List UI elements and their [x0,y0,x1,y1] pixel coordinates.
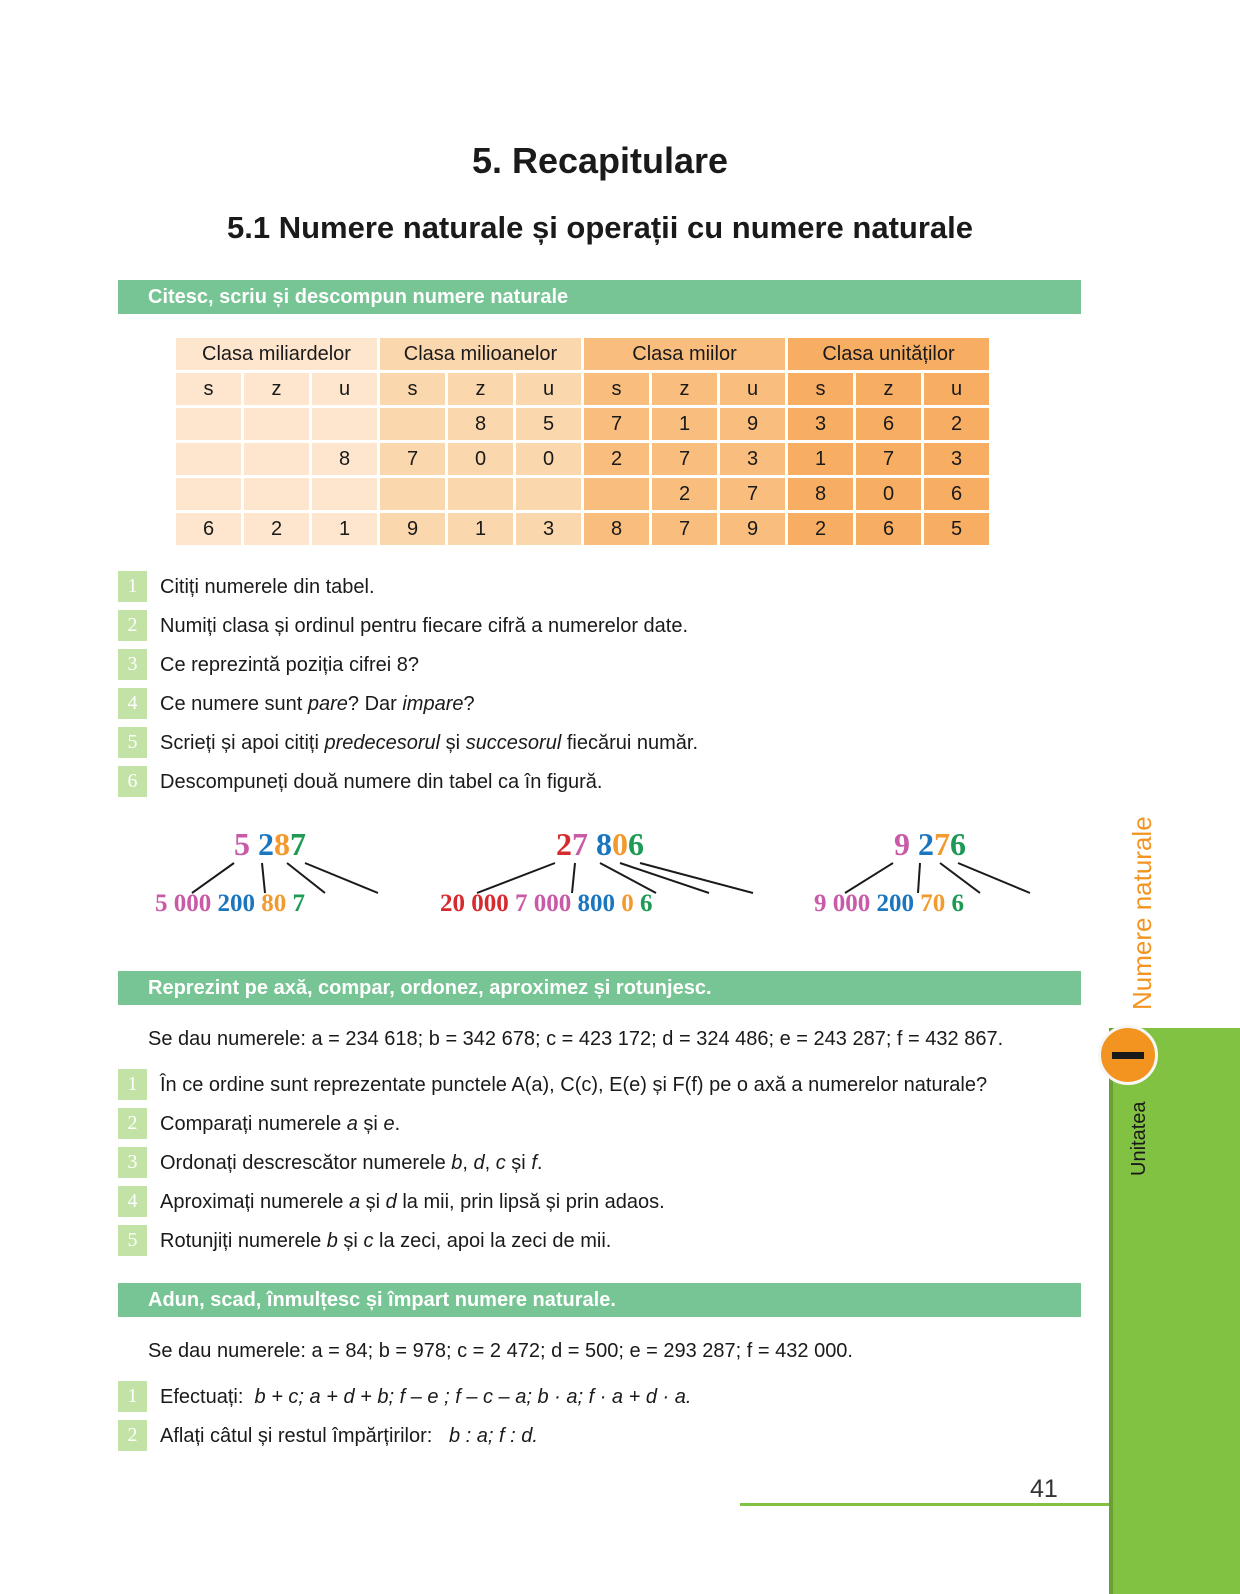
section-header-axis: Reprezint pe axă, compar, ordonez, aproximez și rotunjesc. [118,971,1081,1005]
digit-cell: 2 [584,443,649,475]
question-text: Efectuați: b + c; a + d + b; f – e ; f – c – a; b · a; f · a + d · a. [160,1386,692,1408]
digit-cell: 7 [720,478,785,510]
question-text: Rotunjiți numerele b și c la zeci, apoi la zeci de mii. [160,1230,612,1252]
page-subtitle: 5.1 Numere naturale și operații cu numere naturale [227,210,973,245]
footer-line [740,1503,1109,1506]
digit-cell: 3 [720,443,785,475]
sum-27806: 20 000 7 000 800 0 6 [440,890,653,917]
unit-topic: Numere naturale [1127,816,1157,1010]
order-cell: s [176,373,241,405]
question-text: Ce numere sunt pare? Dar impare? [160,693,475,715]
section-header-operations: Adun, scad, înmulțesc și împart numere naturale. [118,1283,1081,1317]
page-title: 5. Recapitulare [471,140,729,181]
question-number: 6 [118,766,147,797]
unit-numeral-glyph [1112,1052,1144,1059]
digit-cell: 1 [788,443,853,475]
question-number: 4 [118,1186,147,1217]
digit-cell: 8 [584,513,649,545]
digit-cell: 2 [244,513,309,545]
digit-cell: 7 [380,443,445,475]
digit-cell: 1 [652,408,717,440]
order-cell: u [312,373,377,405]
question-text: Aflați câtul și restul împărțirilor: b : a; f : d. [160,1425,538,1447]
question-text: Scrieți și apoi citiți predecesorul și succesorul fiecărui număr. [160,732,699,754]
order-cell: z [856,373,921,405]
digit-cell: 7 [856,443,921,475]
digit-cell: 9 [380,513,445,545]
order-cell: s [584,373,649,405]
question-number: 2 [118,1420,147,1451]
digit-cell: 0 [448,443,513,475]
order-cell: z [244,373,309,405]
order-cell: z [652,373,717,405]
question-number: 2 [118,1108,147,1139]
digit-cell: 8 [312,443,377,475]
question-number: 3 [118,649,147,680]
question-number: 5 [118,727,147,758]
digit-cell: 9 [720,408,785,440]
question-number: 3 [118,1147,147,1178]
order-cell: z [448,373,513,405]
question-number: 1 [118,1069,147,1100]
question-number: 2 [118,610,147,641]
question-number: 5 [118,1225,147,1256]
sum-9276: 9 000 200 70 6 [814,890,964,917]
order-cell: s [380,373,445,405]
digit-cell: 7 [652,443,717,475]
question-number: 1 [118,1381,147,1412]
digit-cell: 5 [516,408,581,440]
question-text: Descompuneți două numere din tabel ca în figură. [160,771,603,793]
digit-cell: 2 [924,408,989,440]
digit-cell: 8 [448,408,513,440]
question-text: Numiți clasa și ordinul pentru fiecare cifră a numerelor date. [160,615,689,637]
section-header-read-write: Citesc, scriu și descompun numere naturale [118,280,1081,314]
digit-cell: 7 [584,408,649,440]
digit-cell: 1 [312,513,377,545]
number-9276: 9 276 [894,826,966,862]
digit-cell: 6 [176,513,241,545]
question-text: Ordonați descrescător numerele b, d, c și f. [160,1152,543,1174]
digit-cell: 3 [516,513,581,545]
class-units: Clasa unităților [788,338,989,370]
unit-badge [1098,1025,1158,1085]
digit-cell: 3 [924,443,989,475]
digit-cell: 7 [652,513,717,545]
order-cell: u [516,373,581,405]
digit-cell: 3 [788,408,853,440]
digit-cell: 1 [448,513,513,545]
question-number: 4 [118,688,147,719]
digit-cell: 2 [652,478,717,510]
digit-cell: 8 [788,478,853,510]
section2-intro: Se dau numerele: a = 234 618; b = 342 678; c = 423 172; d = 324 486; e = 243 287; f = 432 867. [148,1028,1004,1050]
question-text: Citiți numerele din tabel. [160,576,375,598]
digit-cell: 0 [856,478,921,510]
digit-cell: 2 [788,513,853,545]
sum-5287: 5 000 200 80 7 [155,890,305,917]
class-thousands: Clasa miilor [584,338,785,370]
page-number: 41 [1030,1475,1058,1503]
class-millions: Clasa milioanelor [380,338,581,370]
order-cell: u [720,373,785,405]
digit-cell: 6 [856,513,921,545]
digit-cell: 6 [856,408,921,440]
order-cell: u [924,373,989,405]
digit-cell: 0 [516,443,581,475]
digit-cell: 6 [924,478,989,510]
question-text: Comparați numerele a și e. [160,1113,401,1135]
question-number: 1 [118,571,147,602]
section3-intro: Se dau numerele: a = 84; b = 978; c = 2 472; d = 500; e = 293 287; f = 432 000. [148,1340,853,1362]
digit-cell: 5 [924,513,989,545]
unit-label: Unitatea [1128,1101,1150,1176]
order-cell: s [788,373,853,405]
class-billions: Clasa miliardelor [176,338,377,370]
number-27806: 27 806 [556,826,644,862]
question-text: În ce ordine sunt reprezentate punctele A(a), C(c), E(e) și F(f) pe o axă a numerelor naturale? [160,1074,988,1096]
question-text: Ce reprezintă poziția cifrei 8? [160,654,420,676]
number-5287: 5 287 [234,826,306,862]
question-text: Aproximați numerele a și d la mii, prin lipsă și prin adaos. [160,1191,665,1213]
digit-cell: 9 [720,513,785,545]
